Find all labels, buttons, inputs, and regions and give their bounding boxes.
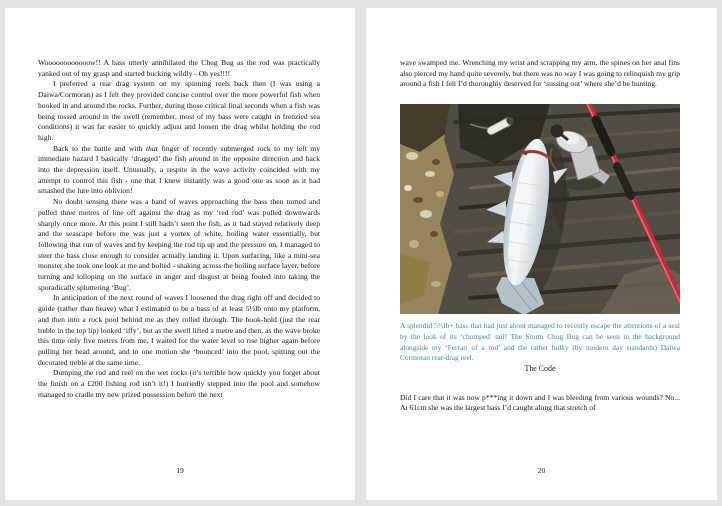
italic-word: that [145,143,158,153]
paragraph: Did I care that it was now p***ing it down and I was bleeding from various wounds? No... At 61cm she was the largest bass I’d caught along that stretch of [400,392,680,413]
paragraph: Woooooooooooow!! A bass utterly annihilated the Chug Bug as the rod was practically yanked out of my grasp and started bucking wildly - Oh yes!!!! [38,58,320,78]
page-19-text-column [38,58,320,401]
bass-catch-photo [400,104,680,314]
paragraph: Dumping the rod and reel on the wet rocks (it’s terrible how quickly you forget about the finish on a £200 fishing rod isn’t it!) I hurriedly stepped into the pool and somehow managed to cradle my new prized possession before the next [38,368,320,399]
paragraph: wave swamped me. Wrenching my wrist and scrapping my arm, the spines on her anal fins also pierced my hand quite severely, but there was no way I was going to relinquish my grip around a fish I felt I’d thoroughly deserved for ‘sussing out’ where she’d be hunting. [400,58,680,89]
page-number-19: 19 [176,466,184,475]
reel-handle-knob [551,125,564,138]
paragraph-text: finger of recently submerged rock to my left my immediate hazard I basically ‘dragged’ the fish around in the opposite direction and back into the depression itself. Unusually, a respite in the wave activity coincided with my attempt to control this fish - one that I knew instantly was a good one as soon as it had smashed the lure into oblivion! [38,143,320,196]
paragraph: In anticipation of the next round of waves I loosened the drag right off and decided to guide (rather than heave) what I estimated to be a bass of at least 5½lb onto my platform, and then into a rock pool behind me as they rolled through. The hook-hold (just the rear treble in the top lip) looked ‘iffy’, but as the swell lifted a metre and then, as the wave broke this time only five metres from me, I waited for the water level to rise higher again before pulling her head around, and in one motion she ‘bounced’ into the pool, spitting out the decorated treble at the same time. [38,293,320,367]
book-page-19 [5,8,355,500]
paragraph: No doubt sensing there was a band of waves approaching the bass then turned and pulled three metres of line off against the drag as my ‘red rod’ was pulled downwards sharply once more. At this point I still hadn’t seen the fish, as it had stayed relatively deep and the seascape before me was just a vortex of white, boiling water essentially, but following that run of waves and by keeping the rod tip up and the pressure on, I managed to steer the bass close enough to consider actually landing it. Upon surfacing, like a mini-sea monster she took one look at me and bolted - snaking across the boiling surface layer, before turning and lolloping on the surface in anger and disgust at being fooled into taking the sporadically spluttering ‘Bug’. [38,197,320,292]
photo-caption: A splendid 5½lb+ bass that had just about managed to recently escape the attentions of a seal by the look of its ‘chomped’ tail! The Storm Chug Bug can be seen in the background alongside my ‘Ferrari of a rod’ and the rather bulky (by modern day standards) Daiwa Cormoran rear-drag reel. [400,321,680,363]
paragraph [38,144,320,198]
bass-catch-photo-art [400,104,680,314]
section-heading: The Code [524,363,556,373]
paragraph: I preferred a rear drag system on my spinning reels back then (I was using a Daiwa/Cormoran) as I felt they provided concise control over the more powerful fish when hooked in and around the rocks. Further, during those critical final seconds when a fish was being tossed around in the swell (remember, most of my bass were caught in frenzied sea conditions) it was far easier to quickly adjust and loosen the drag whilst holding the rod high. [38,79,320,142]
book-page-20 [366,8,717,500]
page-number-20: 20 [537,466,546,475]
paragraph-text: Back to the battle and with [53,143,146,153]
page-20-text-column [400,58,680,414]
